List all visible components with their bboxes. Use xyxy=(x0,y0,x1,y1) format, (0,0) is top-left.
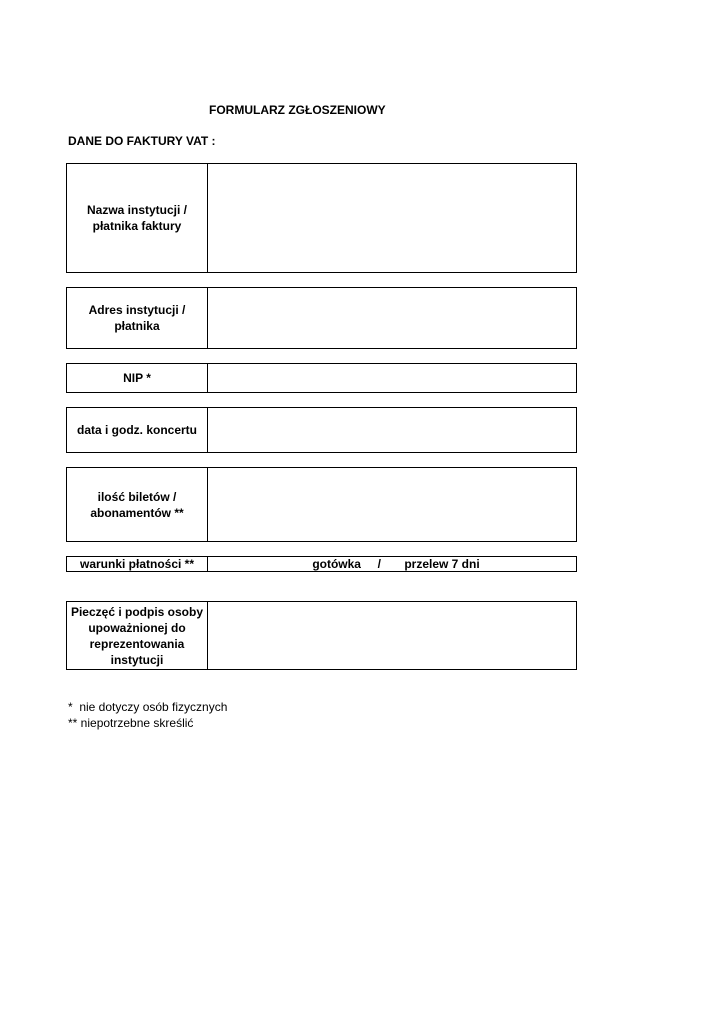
ticket-quantity-row xyxy=(66,467,577,542)
nip-row xyxy=(66,363,577,393)
institution-address-field[interactable] xyxy=(208,288,576,348)
stamp-signature-field[interactable] xyxy=(208,602,576,669)
payment-terms-label: warunki płatności ** xyxy=(67,557,208,571)
stamp-signature-label: Pieczęć i podpis osoby upoważnionej do reprezentowania instytucji xyxy=(67,602,208,669)
nip-field[interactable] xyxy=(208,364,576,392)
ticket-quantity-label: ilość biletów / abonamentów ** xyxy=(67,468,208,541)
footnote-strike: ** niepotrzebne skreślić xyxy=(68,716,194,730)
footnotes xyxy=(68,699,227,731)
concert-datetime-row xyxy=(66,407,577,453)
invoice-section-heading: DANE DO FAKTURY VAT : xyxy=(68,134,216,148)
concert-datetime-field[interactable] xyxy=(208,408,576,452)
institution-address-row xyxy=(66,287,577,349)
ticket-quantity-field[interactable] xyxy=(208,468,576,541)
institution-address-label: Adres instytucji / płatnika xyxy=(67,288,208,348)
institution-name-label: Nazwa instytucji / płatnika faktury xyxy=(67,164,208,272)
institution-name-row xyxy=(66,163,577,273)
concert-datetime-label: data i godz. koncertu xyxy=(67,408,208,452)
nip-label: NIP * xyxy=(67,364,208,392)
form-title: FORMULARZ ZGŁOSZENIOWY xyxy=(209,103,386,117)
payment-options-text: gotówka / przelew 7 dni xyxy=(312,557,480,571)
footnote-nip: * nie dotyczy osób fizycznych xyxy=(68,700,228,714)
institution-name-field[interactable] xyxy=(208,164,576,272)
payment-terms-field[interactable] xyxy=(208,557,576,571)
payment-terms-row xyxy=(66,556,577,572)
stamp-signature-row xyxy=(66,601,577,670)
